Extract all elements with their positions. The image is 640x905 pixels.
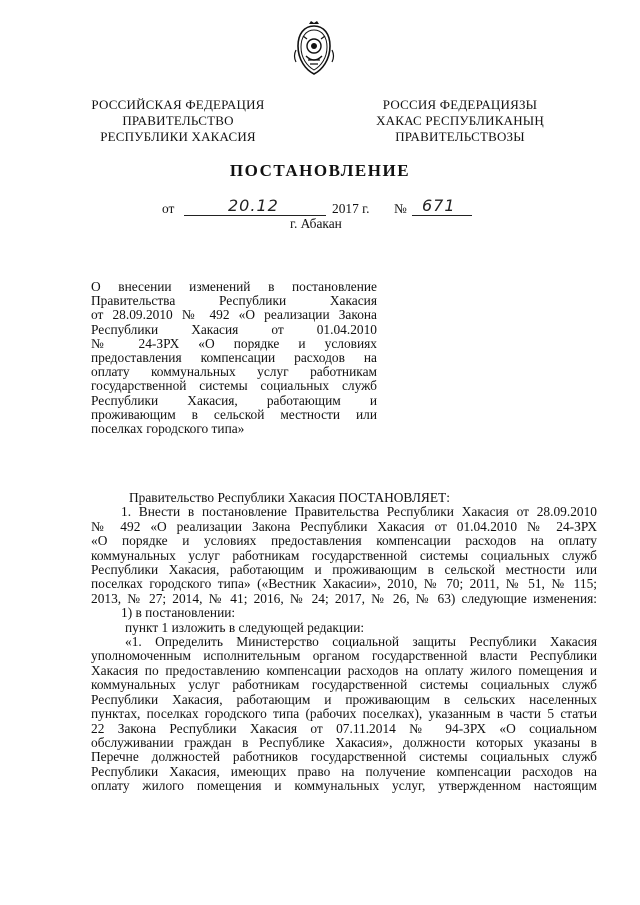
header-left-line: ПРАВИТЕЛЬСТВО [122,113,234,128]
number-underline [412,215,472,216]
subject-line: от 28.09.2010 № 492 «О реализации Закона [91,307,377,323]
body-line: 1. Внести в постановление Правительства Республики Хакасия от 28.09.2010 [121,504,597,520]
subject-line: О внесении изменений в постановление [91,279,377,294]
subject-line: № 24-ЗРХ «О порядке и условиях [91,335,377,351]
body-line: «1. Определить Министерство социальной защиты Республики Хакасия [125,634,597,650]
subject-line: Правительства Республики Хакасия [91,293,377,309]
subject-block [91,280,377,436]
subject-line: поселках городского типа» [91,421,245,437]
body-line: обслуживании граждан в Республике Хакасия», должности которых указаны в [91,734,597,750]
date-year: 2017 г. [332,201,370,216]
body-line: Республики Хакасия, работающим и проживающим в сельской местности или [91,562,597,578]
body-line: 1) в постановлении: [121,605,236,621]
number-sign: № [394,201,407,216]
subject-line: Республики Хакасия, работающим и [91,392,377,408]
body-line: коммунальных услуг работникам государственной системы социальных служб [91,547,597,563]
body-line: пункт 1 изложить в следующей редакции: [125,619,365,635]
subject-line: оплату коммунальных услуг работникам [91,364,377,380]
body-line: коммунальных услуг работникам государственной системы социальных служб [91,677,597,693]
subject-line: проживающим в сельской местности или [91,406,377,422]
body-line: поселках городского типа» («Вестник Хакасии», 2010, № 70; 2011, № 51, № 115; [91,576,597,592]
date-prefix: от [162,201,175,216]
body-line: 22 Закона Республики Хакасия от 07.11.2014 № 94-ЗРХ «О социальном [91,720,597,736]
header-left-russian [86,97,270,145]
subject-line: Республики Хакасия от 01.04.2010 [91,321,377,337]
body-line: Хакасия по предоставлению компенсации расходов на оплату жилого помещения и [91,662,597,678]
body-line: 2013, № 27; 2014, № 41; 2016, № 24; 2017, № 26, № 63) следующие изменения: [91,590,597,606]
header-left-line: РОССИЙСКАЯ ФЕДЕРАЦИЯ [91,97,265,112]
document-body [91,491,597,794]
body-line: оплату жилого помещения и коммунальных услуг, утвержденном настоящим [91,778,597,794]
subject-line: предоставления компенсации расходов на [91,350,377,366]
coat-of-arms-icon [290,20,338,78]
header-right-line: ПРАВИТЕЛЬСТВОЗЫ [395,129,525,144]
header-right-line: РОССИЯ ФЕДЕРАЦИЯЗЫ [382,97,538,112]
body-line: № 492 «О реализации Закона Республики Хакасия от 01.04.2010 № 24-ЗРХ [91,518,597,534]
header-right-khakas [368,97,552,145]
body-line: Перечне должностей работников государственной системы социальных служб [91,749,597,765]
header-right-line: ХАКАС РЕСПУБЛИКАНЫҢ [376,113,544,128]
document-title: ПОСТАНОВЛЕНИЕ [229,161,411,180]
header-left-line: РЕСПУБЛИКИ ХАКАСИЯ [100,129,256,144]
body-line: пунктах, поселках городского типа (рабочих поселках), указанным в части 5 статьи [91,706,597,722]
subject-line: государственной системы социальных служб [91,378,377,394]
handwritten-date: 20.12 [228,196,279,215]
body-line: Правительство Республики Хакасия ПОСТАНОВЛЯЕТ: [129,490,450,505]
body-line: уполномоченным исполнительным органом государственной власти Республики [91,648,597,664]
handwritten-number: 671 [422,196,456,215]
body-line: Республики Хакасия, работающим и проживающим в сельских населенных [91,691,597,707]
body-line: «О порядке и условиях предоставления компенсации расходов на оплату [91,533,597,549]
body-line: Республики Хакасия, имеющих право на получение компенсации расходов на [91,763,597,779]
city-name: г. Абакан [290,216,342,231]
